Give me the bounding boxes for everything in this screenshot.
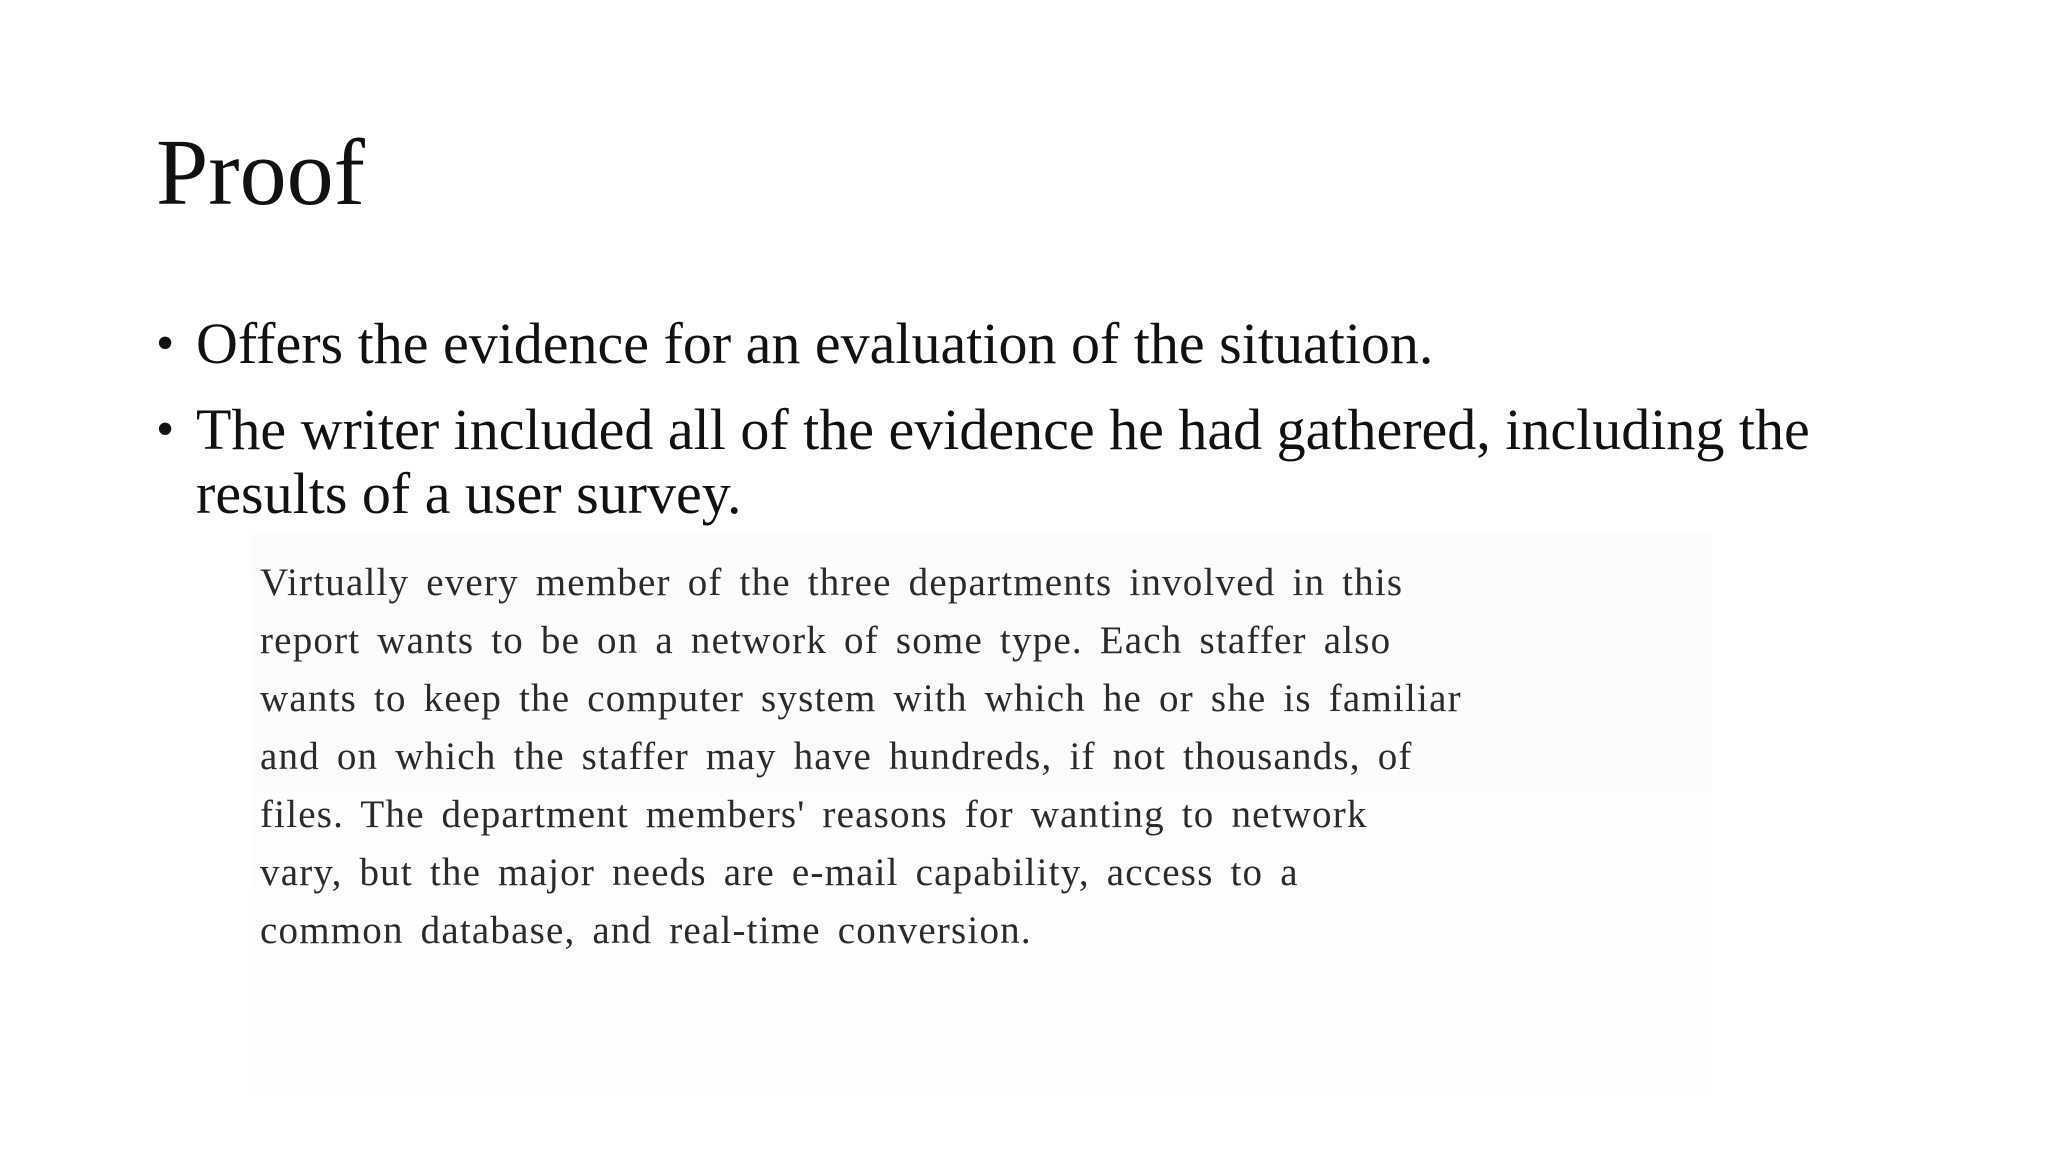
bullet-list (156, 312, 1916, 548)
excerpt-line: files. The department members' reasons for wanting to network (260, 793, 1368, 836)
bullet-marker: • (156, 315, 175, 372)
excerpt-line: and on which the staffer may have hundreds, if not thousands, of (260, 735, 1413, 778)
excerpt-line: common database, and real-time conversion. (260, 909, 1032, 952)
bullet-marker: • (156, 401, 175, 458)
excerpt-line: report wants to be on a network of some type. Each staffer also (260, 619, 1392, 662)
bullet-text: The writer included all of the evidence he had gathered, including the results of a user survey. (196, 397, 1810, 526)
excerpt-line: Virtually every member of the three departments involved in this (260, 561, 1404, 604)
bullet-text: Offers the evidence for an evaluation of the situation. (196, 311, 1434, 376)
excerpt-image (252, 534, 1712, 1152)
bullet-item (156, 398, 1916, 526)
bullet-item (156, 312, 1916, 376)
slide-title: Proof (156, 121, 365, 225)
excerpt-line: vary, but the major needs are e-mail capability, access to a (260, 851, 1299, 894)
excerpt-line: wants to keep the computer system with which he or she is familiar (260, 677, 1462, 720)
